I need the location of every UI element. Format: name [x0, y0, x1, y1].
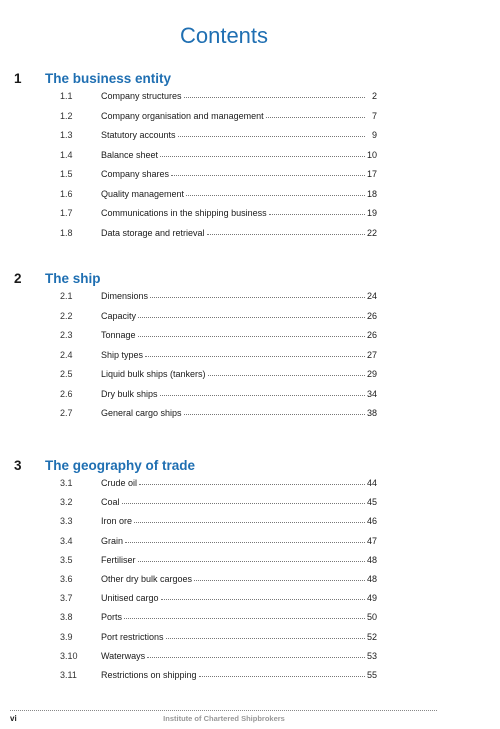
section-title: Dry bulk ships — [101, 388, 158, 399]
toc-entry[interactable] — [0, 309, 500, 323]
section-number: 3.1 — [60, 478, 73, 488]
dot-leader — [184, 405, 365, 415]
dot-leader — [184, 88, 365, 98]
chapter-number: 3 — [14, 458, 22, 473]
section-number: 2.6 — [60, 388, 73, 399]
page-title: Contents — [179, 23, 269, 48]
toc-entry[interactable] — [0, 348, 500, 362]
toc-entry[interactable] — [0, 367, 500, 381]
toc-entry[interactable] — [0, 553, 500, 567]
section-number: 2.1 — [60, 291, 73, 301]
toc-entry[interactable] — [0, 206, 500, 220]
dot-leader — [194, 571, 365, 581]
dot-leader — [160, 147, 365, 157]
section-number: 1.7 — [60, 208, 73, 218]
chapter-heading[interactable] — [0, 71, 500, 87]
section-number: 3.4 — [60, 535, 73, 546]
toc-entry[interactable] — [0, 668, 500, 682]
dot-leader — [269, 205, 365, 215]
footer-organisation: Institute of Chartered Shipbrokers — [163, 714, 285, 723]
section-title: Company shares — [101, 169, 170, 179]
footer-divider — [10, 710, 437, 711]
chapter-title: The business entity — [45, 71, 172, 86]
page-number: 50 — [366, 612, 377, 623]
section-title: Fertiliser — [101, 554, 136, 565]
entry-leader — [101, 109, 377, 123]
section-title: Waterways — [101, 650, 146, 661]
toc-entry[interactable] — [0, 167, 500, 181]
toc-chapter — [0, 458, 500, 680]
entry-leader — [101, 348, 377, 362]
entry-leader — [101, 495, 377, 509]
section-number: 1.3 — [60, 130, 73, 140]
dot-leader — [134, 513, 365, 523]
section-number: 2.5 — [60, 369, 73, 379]
toc-entry[interactable] — [0, 630, 500, 644]
entry-leader — [101, 406, 377, 420]
dot-leader — [166, 629, 365, 639]
toc-entry[interactable] — [0, 128, 500, 142]
section-number: 1.1 — [60, 91, 73, 101]
toc-entry[interactable] — [0, 591, 500, 605]
entry-leader — [101, 289, 377, 303]
page-number: 34 — [366, 388, 377, 399]
dot-leader — [139, 475, 365, 485]
page-number: 48 — [366, 554, 377, 565]
entry-leader — [101, 514, 377, 528]
toc-chapter — [0, 71, 500, 238]
page-number: 52 — [366, 631, 377, 642]
page-number: 55 — [366, 670, 377, 680]
toc-entry[interactable] — [0, 572, 500, 586]
section-title: Company structures — [101, 91, 182, 101]
footer-page-number: vi — [10, 714, 17, 723]
section-number: 3.5 — [60, 554, 73, 565]
section-title: Ship types — [101, 349, 144, 360]
dot-leader — [171, 166, 365, 176]
page-number: 17 — [366, 169, 377, 179]
toc-entry[interactable] — [0, 148, 500, 162]
dot-leader — [138, 327, 365, 337]
page-number: 18 — [366, 188, 377, 199]
section-number: 3.8 — [60, 612, 73, 623]
dot-leader — [161, 590, 365, 600]
page-number: 7 — [371, 110, 377, 121]
section-number: 3.7 — [60, 593, 73, 604]
chapter-heading[interactable] — [0, 271, 500, 287]
section-number: 1.4 — [60, 149, 73, 160]
toc-entry[interactable] — [0, 328, 500, 342]
dot-leader — [199, 667, 365, 677]
page-number: 29 — [366, 369, 377, 379]
dot-leader — [145, 347, 365, 357]
entry-leader — [101, 367, 377, 381]
section-number: 3.10 — [60, 650, 78, 661]
toc-entry[interactable] — [0, 610, 500, 624]
page-number: 48 — [366, 574, 377, 584]
section-title: Capacity — [101, 310, 137, 321]
section-number: 1.2 — [60, 110, 73, 121]
entry-leader — [101, 187, 377, 201]
entry-leader — [101, 226, 377, 240]
section-title: Liquid bulk ships (tankers) — [101, 369, 206, 379]
entry-leader — [101, 206, 377, 220]
section-title: Balance sheet — [101, 149, 159, 160]
dot-leader — [150, 288, 365, 298]
toc-entry[interactable] — [0, 89, 500, 103]
section-title: Iron ore — [101, 516, 133, 527]
page-number: 2 — [371, 91, 377, 101]
toc-entry[interactable] — [0, 289, 500, 303]
section-number: 2.2 — [60, 310, 73, 321]
section-number: 3.11 — [60, 670, 77, 680]
section-title: Tonnage — [101, 330, 136, 340]
page-number: 44 — [366, 478, 377, 488]
chapter-heading[interactable] — [0, 458, 500, 474]
entry-leader — [101, 591, 377, 605]
dot-leader — [122, 494, 365, 504]
section-number: 1.6 — [60, 188, 73, 199]
page-number: 46 — [366, 516, 377, 527]
chapter-number: 1 — [14, 71, 22, 86]
page-number: 22 — [366, 227, 377, 238]
page-number: 27 — [366, 349, 377, 360]
section-number: 3.2 — [60, 497, 73, 508]
entry-leader — [101, 328, 377, 342]
dot-leader — [160, 386, 365, 396]
section-number: 2.7 — [60, 408, 73, 418]
page-number: 47 — [366, 535, 377, 546]
section-number: 3.6 — [60, 574, 73, 584]
entry-leader — [101, 309, 377, 323]
entry-leader — [101, 167, 377, 181]
page-number: 10 — [366, 149, 377, 160]
entry-leader — [101, 649, 377, 663]
page-number: 24 — [366, 291, 377, 301]
dot-leader — [207, 225, 365, 235]
section-number: 3.9 — [60, 631, 73, 642]
entry-leader — [101, 630, 377, 644]
dot-leader — [208, 366, 365, 376]
section-number: 2.3 — [60, 330, 73, 340]
section-number: 1.8 — [60, 227, 73, 238]
dot-leader — [138, 308, 365, 318]
page-number: 26 — [366, 330, 377, 340]
entry-leader — [101, 534, 377, 548]
section-number: 1.5 — [60, 169, 73, 179]
dot-leader — [186, 186, 365, 196]
toc-entry[interactable] — [0, 387, 500, 401]
section-title: Data storage and retrieval — [101, 227, 205, 238]
toc-entry[interactable] — [0, 495, 500, 509]
section-title: Company organisation and management — [101, 110, 264, 121]
section-title: Dimensions — [101, 291, 149, 301]
entry-leader — [101, 476, 377, 490]
section-number: 3.3 — [60, 516, 73, 527]
page-number: 26 — [366, 310, 377, 321]
section-title: Other dry bulk cargoes — [101, 574, 193, 584]
toc-entry[interactable] — [0, 514, 500, 528]
page-number: 19 — [366, 208, 377, 218]
dot-leader — [266, 108, 365, 118]
toc-entry[interactable] — [0, 534, 500, 548]
entry-leader — [101, 572, 377, 586]
section-title: Quality management — [101, 188, 185, 199]
section-title: Ports — [101, 612, 123, 623]
section-number: 2.4 — [60, 349, 73, 360]
toc-entry[interactable] — [0, 406, 500, 420]
section-title: Unitised cargo — [101, 593, 159, 604]
dot-leader — [138, 552, 365, 562]
entry-leader — [101, 668, 377, 682]
section-title: Communications in the shipping business — [101, 208, 267, 218]
dot-leader — [124, 609, 365, 619]
section-title: General cargo ships — [101, 408, 182, 418]
toc-entry[interactable] — [0, 649, 500, 663]
entry-leader — [101, 610, 377, 624]
section-title: Restrictions on shipping — [101, 670, 197, 680]
section-title: Coal — [101, 497, 120, 508]
page-number: 38 — [366, 408, 377, 418]
page-number: 49 — [366, 593, 377, 604]
section-title: Grain — [101, 535, 124, 546]
toc-entry[interactable] — [0, 109, 500, 123]
toc-entry[interactable] — [0, 187, 500, 201]
page-number: 9 — [371, 130, 377, 140]
chapter-number: 2 — [14, 271, 22, 286]
chapter-title: The geography of trade — [45, 458, 196, 473]
entry-leader — [101, 148, 377, 162]
dot-leader — [125, 533, 365, 543]
section-title: Statutory accounts — [101, 130, 176, 140]
dot-leader — [178, 127, 365, 137]
entry-leader — [101, 553, 377, 567]
entry-leader — [101, 89, 377, 103]
toc-chapter — [0, 271, 500, 418]
entry-leader — [101, 128, 377, 142]
page-number: 45 — [366, 497, 377, 508]
dot-leader — [147, 648, 365, 658]
toc-entry[interactable] — [0, 476, 500, 490]
chapter-title: The ship — [45, 271, 101, 286]
page-number: 53 — [366, 650, 377, 661]
entry-leader — [101, 387, 377, 401]
section-title: Port restrictions — [101, 631, 164, 642]
section-title: Crude oil — [101, 478, 138, 488]
toc-entry[interactable] — [0, 226, 500, 240]
